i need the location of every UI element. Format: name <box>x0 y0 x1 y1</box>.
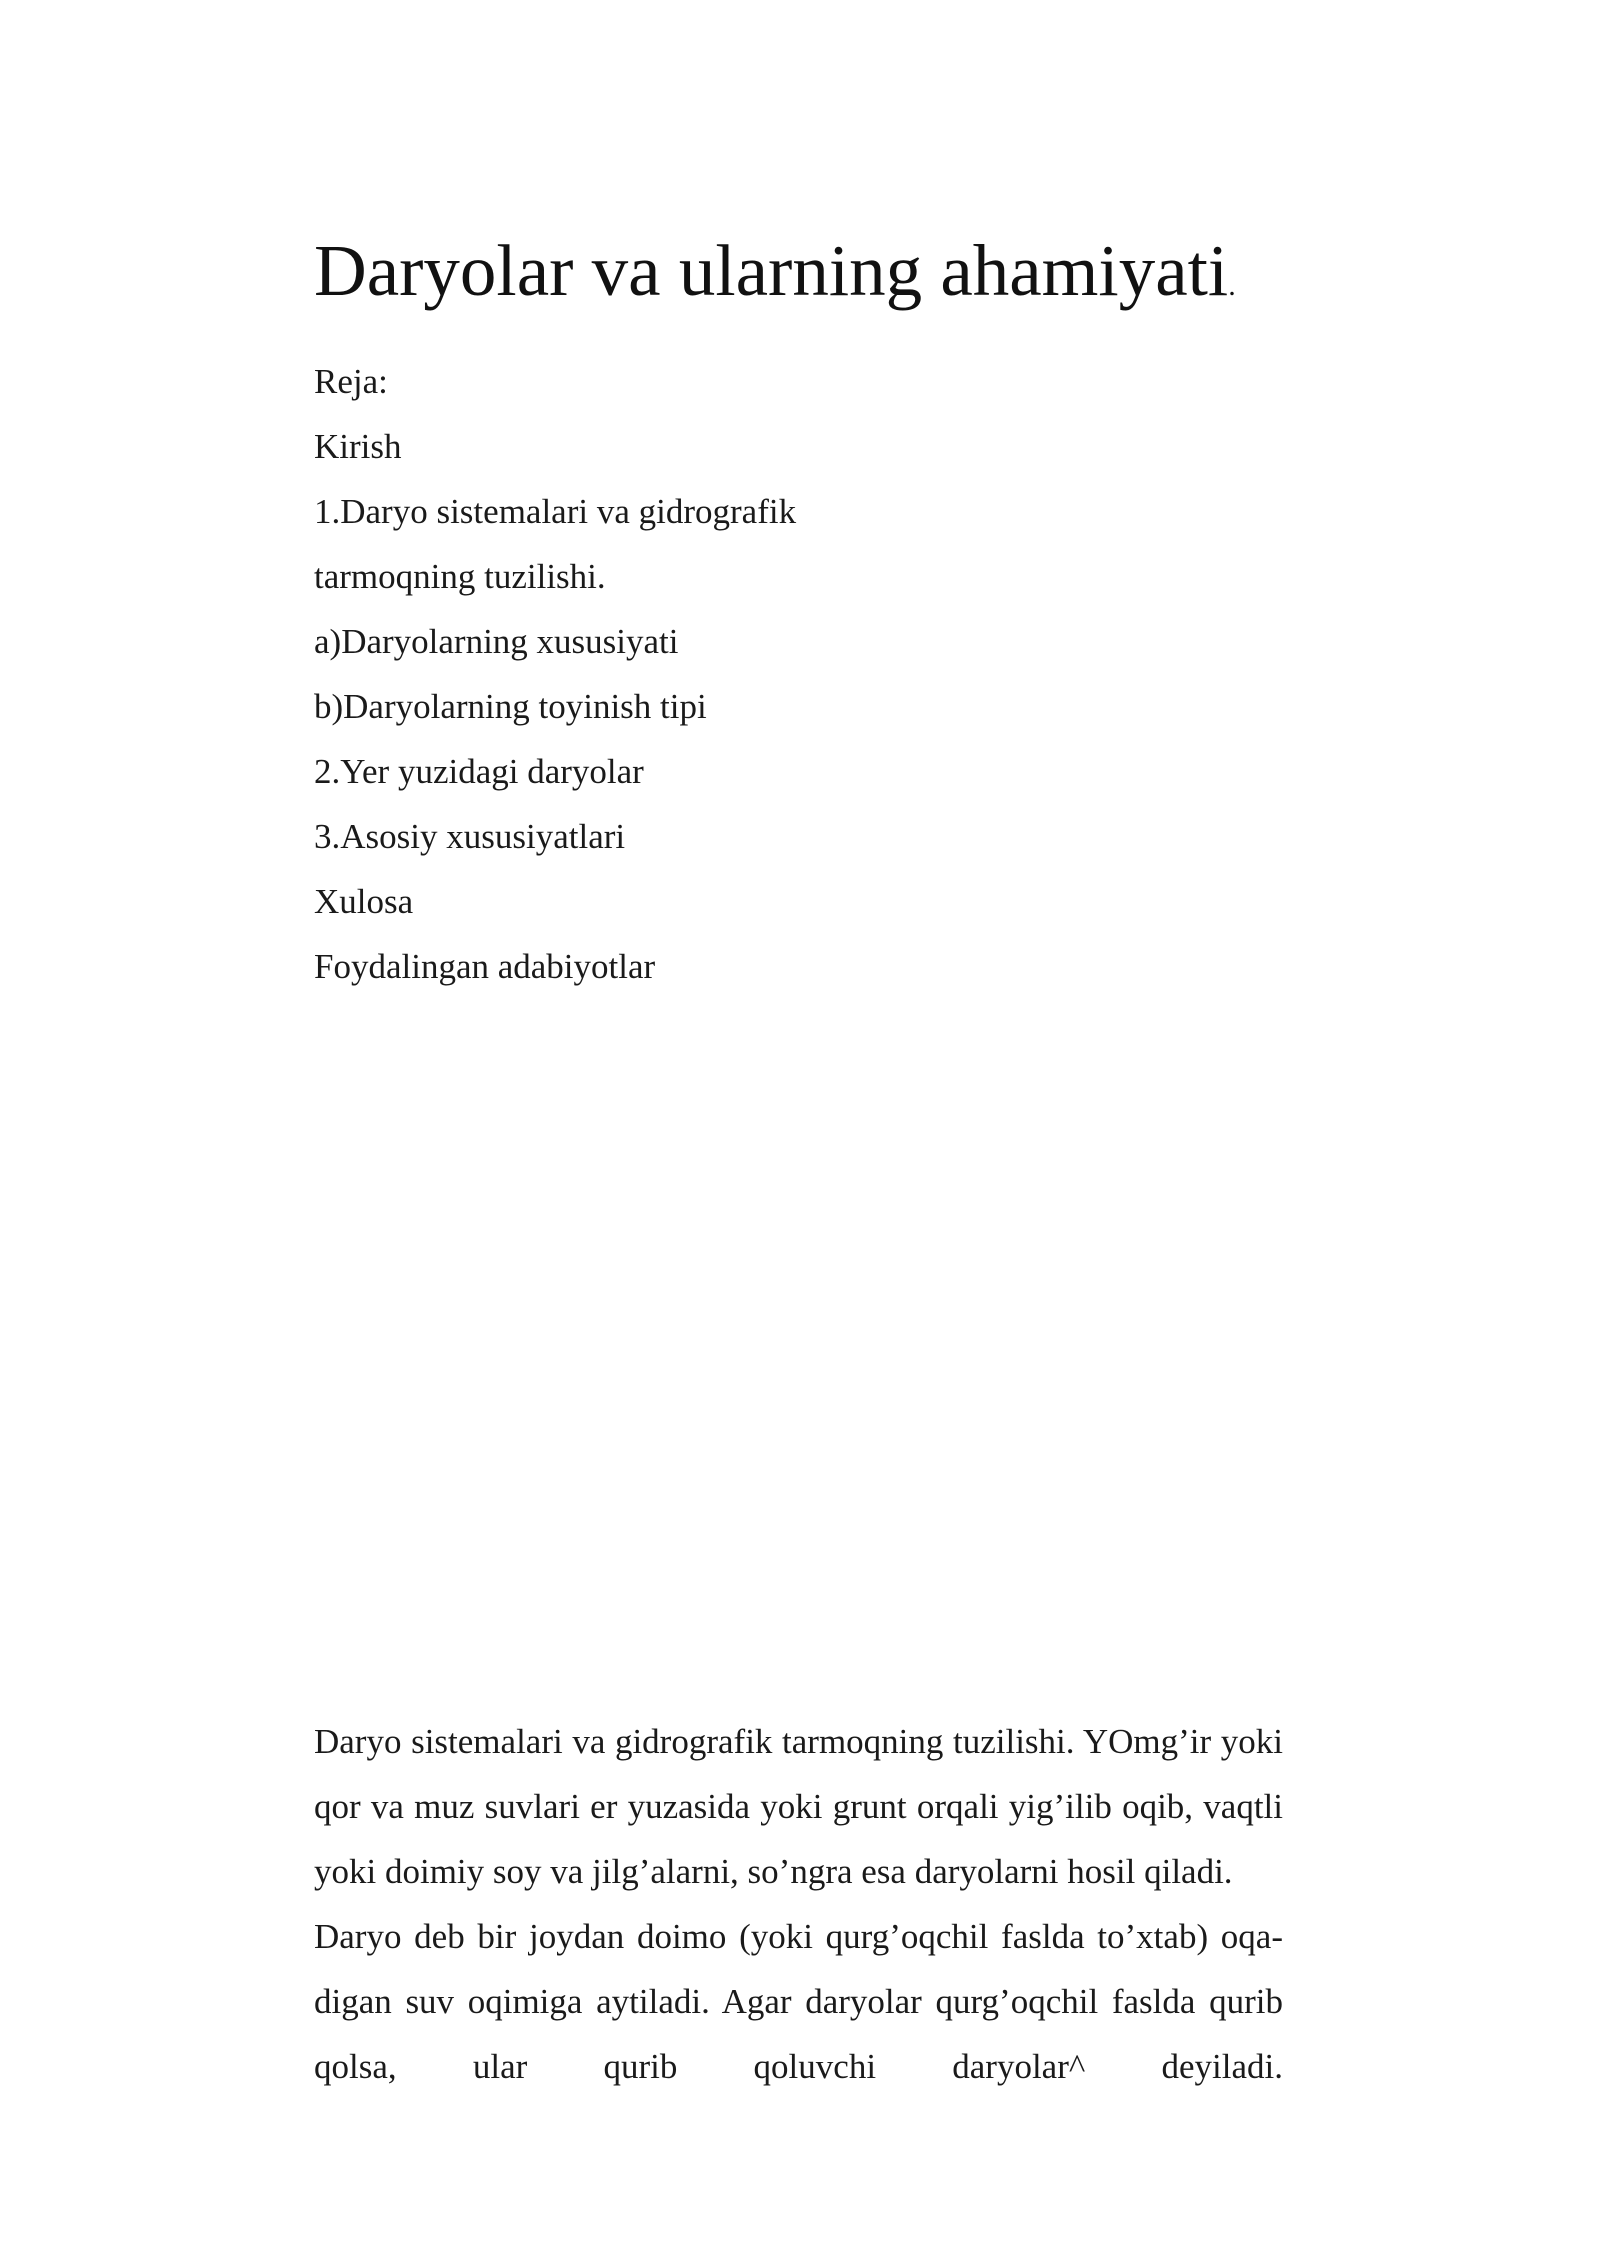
document-title <box>314 226 1236 331</box>
plan-item: 1.Daryo sistemalari va gidrografik <box>314 492 797 531</box>
plan-item: Kirish <box>314 427 402 466</box>
document-title-text: Daryolar va ularning ahamiyati <box>314 230 1229 311</box>
plan-list <box>314 349 796 999</box>
plan-item: 2.Yer yuzidagi daryolar <box>314 752 644 791</box>
body-paragraph: Daryo deb bir joydan doimo (yoki qurg’oqchil faslda to’xtab) oqa-digan suv oqimiga aytiladi. Agar daryolar qurg’oqchil faslda qurib qolsa, ular qurib qoluvchi daryolar^ deyiladi. <box>314 1917 1283 2086</box>
plan-item: 3.Asosiy xususiyatlari <box>314 817 626 856</box>
body-paragraph: Daryo sistemalari va gidrografik tarmoqning tuzilishi. YOmg’ir yoki qor va muz suvlari er yuzasida yoki grunt orqali yig’ilib oqib, vaqtli yoki doimiy soy va jilg’alarni, so’ngra esa daryolarni hosil qiladi. <box>314 1722 1283 1891</box>
body-text <box>314 1709 1283 2099</box>
plan-item: a)Daryolarning xususiyati <box>314 622 679 661</box>
document-title-dot: . <box>1228 269 1236 302</box>
plan-item: Foydalingan adabiyotlar <box>314 947 656 986</box>
plan-heading: Reja: <box>314 362 388 401</box>
plan-item: Xulosa <box>314 882 414 921</box>
plan-item: tarmoqning tuzilishi. <box>314 557 606 596</box>
plan-item: b)Daryolarning toyinish tipi <box>314 687 707 726</box>
